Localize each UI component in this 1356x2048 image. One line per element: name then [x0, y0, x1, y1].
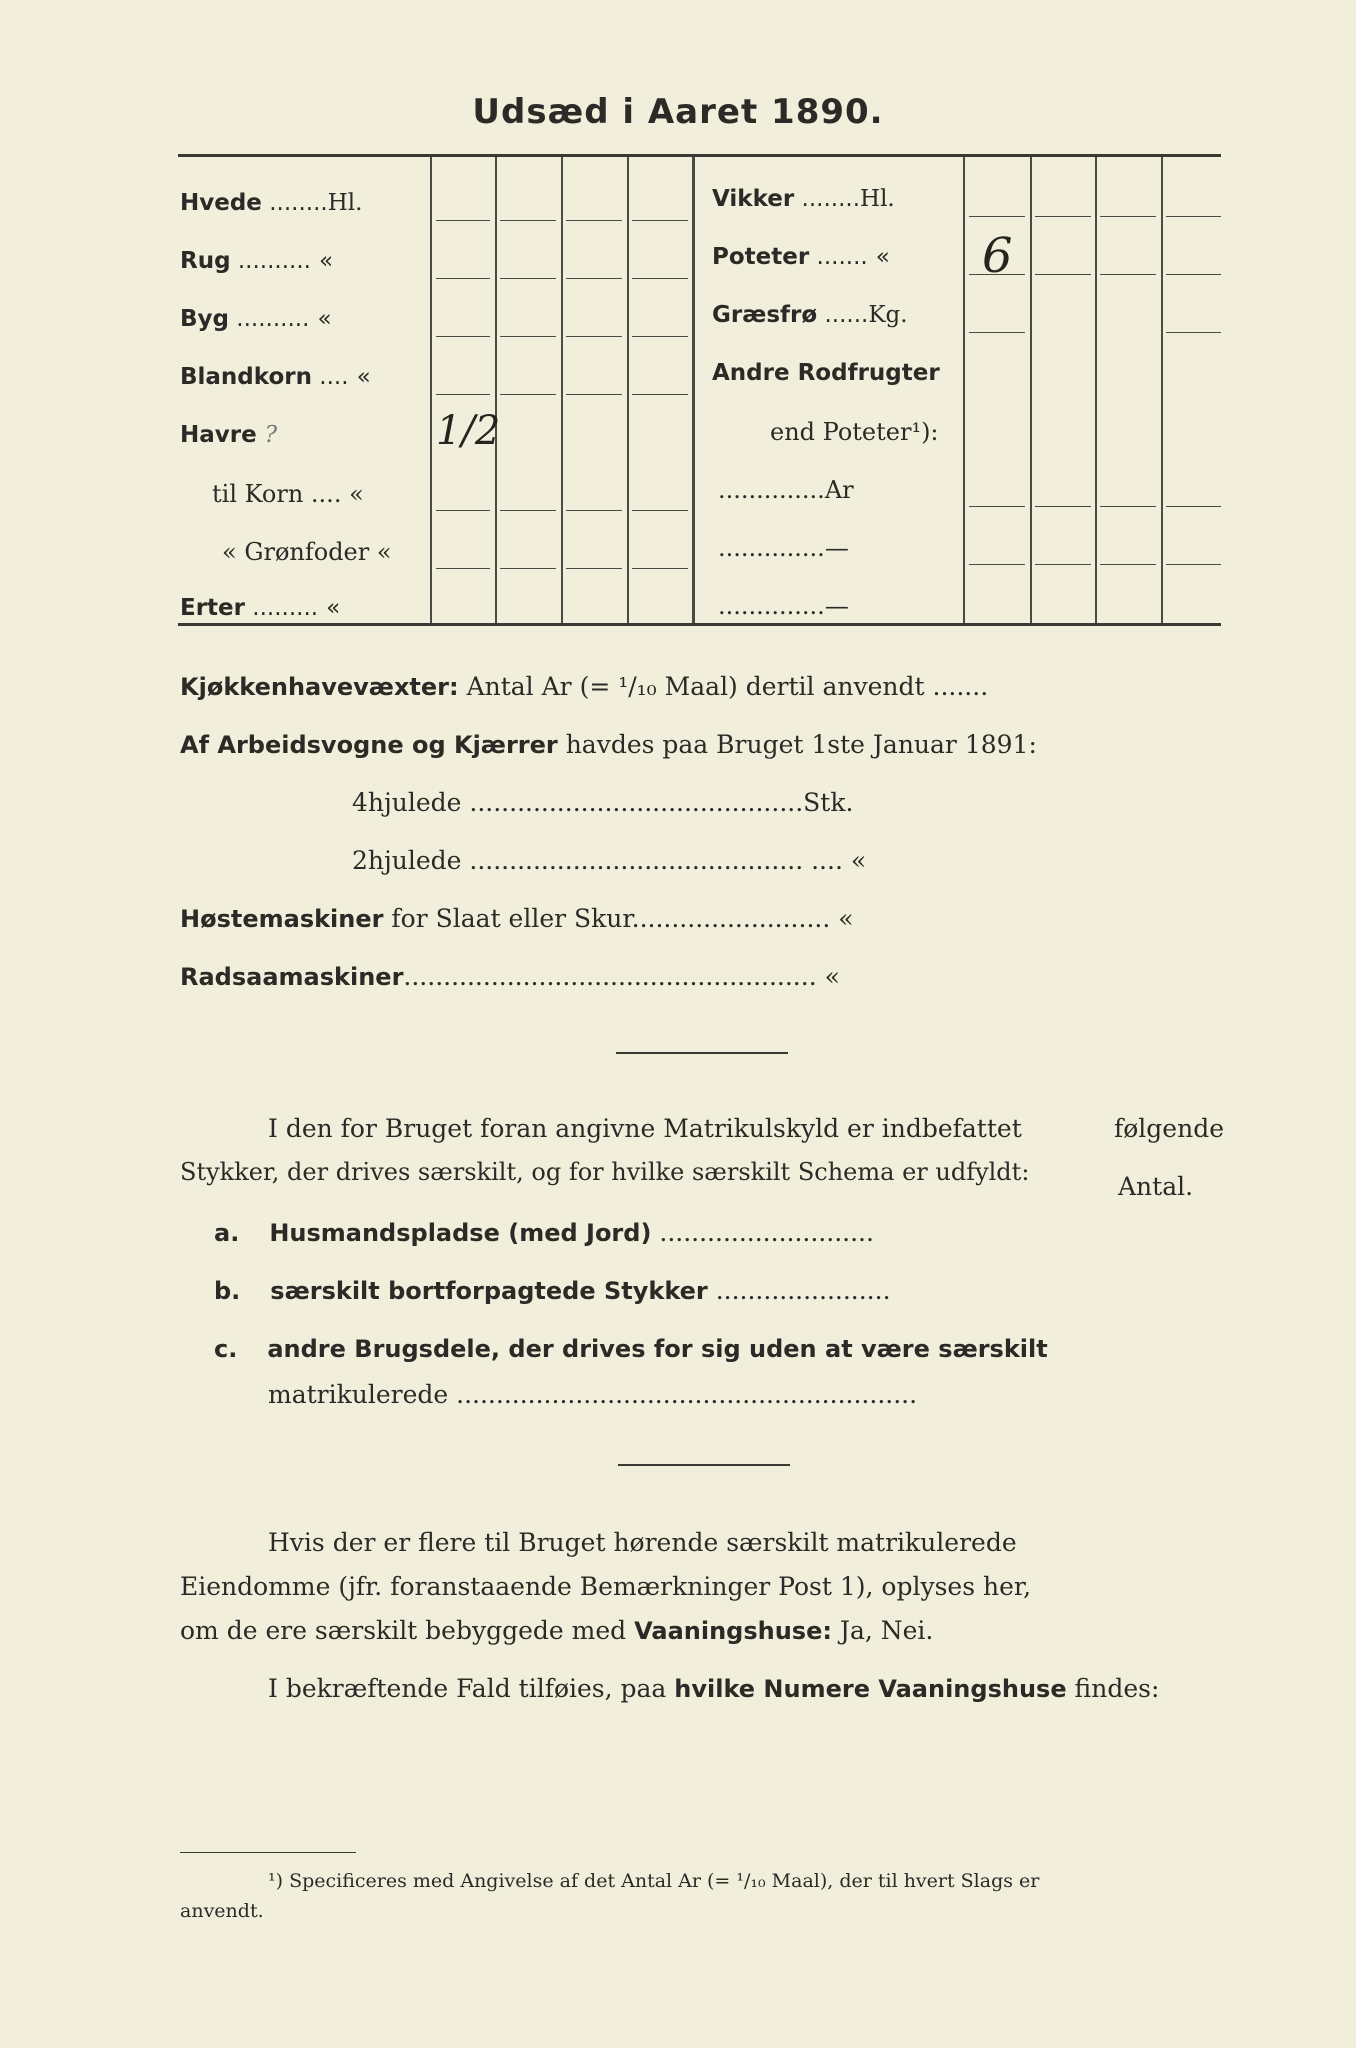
- row-label-rug: Rug .......... «: [180, 248, 334, 274]
- hjul4-line: 4hjulede ..........................................Stk.: [352, 788, 854, 817]
- row-label-blank: ..............—: [718, 534, 849, 562]
- cell-line: [632, 510, 688, 511]
- cell-line: [436, 510, 490, 511]
- poteter-value: 6: [982, 228, 1013, 284]
- row-label-blank: ..............—: [718, 592, 849, 620]
- cell-line: [1035, 274, 1091, 275]
- havre-handwritten-mark: ?: [264, 422, 278, 448]
- row-label-blandkorn: Blandkorn .... «: [180, 364, 371, 390]
- cell-line: [632, 394, 688, 395]
- cell-line: [436, 220, 490, 221]
- matrikul-line-1-end: følgende: [1114, 1114, 1224, 1143]
- cell-line: [1166, 564, 1221, 565]
- cell-line: [566, 568, 622, 569]
- flere-line-2: Eiendomme (jfr. foranstaaende Bemærkninger Post 1), oplyses her,: [180, 1572, 1032, 1601]
- matrikul-line-2: Stykker, der drives særskilt, og for hvilke særskilt Schema er udfyldt:: [180, 1158, 1030, 1186]
- item-c-continued: matrikulerede ..........................................................: [268, 1380, 918, 1409]
- cell-line: [566, 394, 622, 395]
- hostemaskiner-line: Høstemaskiner for Slaat eller Skur......................... «: [180, 904, 854, 933]
- cell-line: [969, 332, 1025, 333]
- cell-line: [500, 278, 556, 279]
- cell-line: [436, 568, 490, 569]
- item-a: a. Husmandspladse (med Jord) ...........................: [214, 1218, 874, 1247]
- footnote-rule: [180, 1852, 356, 1853]
- col-divider: [1095, 157, 1097, 623]
- bekraeftende-line: I bekræftende Fald tilføies, paa hvilke Numere Vaaningshuse findes:: [268, 1674, 1160, 1703]
- cell-line: [500, 394, 556, 395]
- col-divider: [963, 157, 965, 623]
- col-divider: [495, 157, 497, 623]
- row-label-graesfro: Græsfrø ......Kg.: [712, 302, 908, 328]
- hjul2-line: 2hjulede .......................................... .... «: [352, 846, 867, 875]
- flere-line-1: Hvis der er flere til Bruget hørende særskilt matrikulerede: [268, 1528, 1017, 1557]
- cell-line: [1100, 216, 1156, 217]
- cell-line: [1035, 506, 1091, 507]
- row-label-byg: Byg .......... «: [180, 306, 332, 332]
- row-label-havre: Havre ?: [180, 422, 278, 448]
- row-label-ar: ..............Ar: [718, 476, 854, 504]
- row-label-gronfoder: « Grønfoder «: [222, 538, 392, 566]
- row-label-poteter: Poteter ....... «: [712, 244, 890, 270]
- kjokkenhave-line: Kjøkkenhavevæxter: Antal Ar (= ¹/₁₀ Maal) dertil anvendt .......: [180, 672, 989, 701]
- cell-line: [632, 278, 688, 279]
- cell-line: [1166, 216, 1221, 217]
- cell-line: [1100, 564, 1156, 565]
- cell-line: [1035, 564, 1091, 565]
- matrikul-line-1: I den for Bruget foran angivne Matrikulskyld er indbefattet: [268, 1114, 1022, 1143]
- cell-line: [969, 216, 1025, 217]
- section-divider: [616, 1052, 788, 1054]
- cell-line: [436, 394, 490, 395]
- cell-line: [632, 336, 688, 337]
- row-label-hvede: Hvede ........Hl.: [180, 190, 363, 216]
- cell-line: [436, 278, 490, 279]
- col-divider: [1161, 157, 1163, 623]
- cell-line: [566, 220, 622, 221]
- cell-line: [969, 564, 1025, 565]
- cell-line: [566, 278, 622, 279]
- cell-line: [566, 510, 622, 511]
- cell-line: [1100, 274, 1156, 275]
- col-divider: [561, 157, 563, 623]
- row-label-end-poteter: end Poteter¹):: [770, 418, 939, 446]
- cell-line: [632, 568, 688, 569]
- cell-line: [632, 220, 688, 221]
- section-divider: [618, 1464, 790, 1466]
- item-c: c. andre Brugsdele, der drives for sig uden at være særskilt: [214, 1335, 1048, 1363]
- row-label-til-korn: til Korn .... «: [212, 480, 364, 508]
- row-label-andre-rodfrugter: Andre Rodfrugter: [712, 360, 940, 386]
- footnote-line-1: ¹) Specificeres med Angivelse af det Antal Ar (= ¹/₁₀ Maal), der til hvert Slags er: [268, 1870, 1040, 1892]
- cell-line: [500, 568, 556, 569]
- row-label-erter: Erter ......... «: [180, 595, 341, 621]
- row-label-vikker: Vikker ........Hl.: [712, 186, 895, 212]
- page-title: Udsæd i Aaret 1890.: [472, 92, 884, 132]
- radsaamaskiner-line: Radsaamaskiner.................................................... «: [180, 962, 840, 991]
- arbeidsvogne-line: Af Arbeidsvogne og Kjærrer havdes paa Bruget 1ste Januar 1891:: [180, 730, 1037, 759]
- cell-line: [1166, 506, 1221, 507]
- cell-line: [500, 220, 556, 221]
- item-b: b. særskilt bortforpagtede Stykker ......................: [214, 1276, 891, 1305]
- col-divider: [430, 157, 432, 623]
- cell-line: [1100, 506, 1156, 507]
- cell-line: [969, 506, 1025, 507]
- cell-line: [500, 336, 556, 337]
- cell-line: [1035, 216, 1091, 217]
- footnote-line-2: anvendt.: [180, 1900, 264, 1922]
- col-divider: [627, 157, 629, 623]
- col-divider: [1030, 157, 1032, 623]
- cell-line: [1166, 332, 1221, 333]
- cell-line: [436, 336, 490, 337]
- table-bottom-rule: [178, 623, 1221, 626]
- center-divider: [692, 157, 695, 623]
- havre-value: 1/2: [436, 408, 501, 454]
- cell-line: [1166, 274, 1221, 275]
- antal-header: Antal.: [1118, 1172, 1194, 1201]
- cell-line: [500, 510, 556, 511]
- flere-line-3: om de ere særskilt bebyggede med Vaaningshuse: Ja, Nei.: [180, 1616, 934, 1645]
- cell-line: [566, 336, 622, 337]
- table-top-rule: [178, 154, 1221, 157]
